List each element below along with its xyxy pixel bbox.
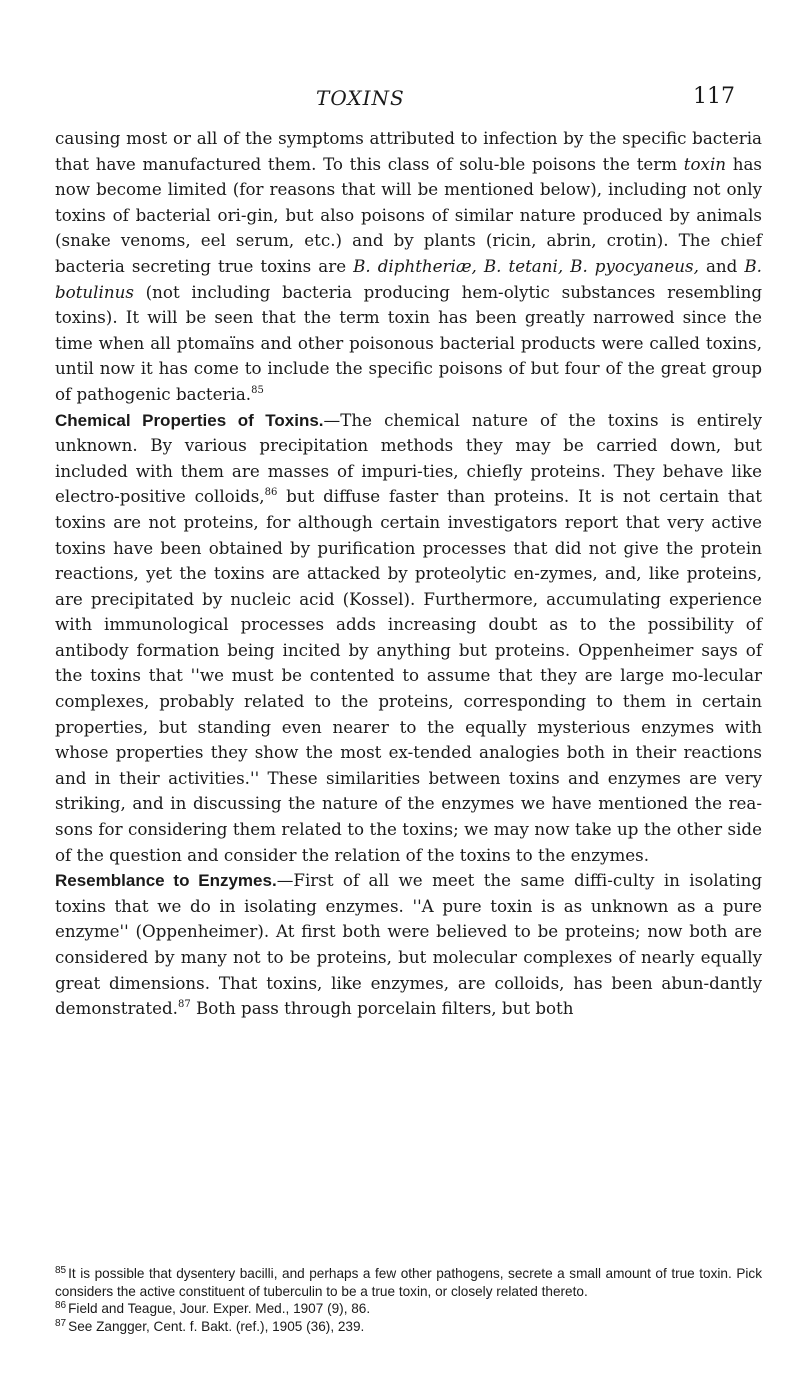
text-run: (not including bacteria producing hem-olytic substances resembling toxins). It will be seen that the term toxin has been greatly narrowed since the time when all ptomaïns and other poisonous bacterial products were called toxins, until now it has come to include the specific poisons of but four of the great group of pathogenic bacteria. — [55, 281, 762, 404]
paragraph-resemblance — [55, 868, 762, 1022]
running-title: TOXINS — [316, 86, 405, 110]
text-run: has now become limited (for reasons that will be mentioned below), including not only toxins of bacterial ori-gin, but also poisons of similar nature produced by animals (snake venoms, eel serum, etc.) and by plants (ricin, abrin, crotin). The chief bacteria secreting true toxins are — [55, 153, 762, 276]
footnote-mark: 86 — [55, 1300, 67, 1312]
footnote-85 — [55, 1265, 762, 1300]
italic-species: B. botulinus — [55, 255, 762, 302]
footnote-ref-87[interactable]: 87 — [177, 999, 191, 1011]
italic-term: toxin — [683, 153, 727, 174]
footnote-ref-85[interactable]: 85 — [251, 384, 264, 396]
text-run: and — [698, 255, 745, 276]
footnote-mark: 85 — [55, 1265, 67, 1276]
paragraph-chemical-properties — [55, 408, 762, 869]
text-run: but diffuse faster than proteins. It is not certain that toxins are not proteins, for although certain investigators report that very active toxins have been obtained by purification processes that did not give the protein reactions, yet the toxins are attacked by proteolytic en-zymes, and, like proteins, are precipitated by nucleic acid (Kossel). Furthermore, accumulating experience with immunological processes adds increasing doubt as to the possibility of antibody formation being incited by anything but proteins. Oppenheimer says of the toxins that ''we must be contented to assume that they are large mo-lecular complexes, probably related to the proteins, corresponding to them in certain properties, but standing even nearer to the equally mysterious enzymes with whose properties they show the most ex-tended analogies both in their reactions and in their activities.'' These similarities between toxins and enzymes are very striking, and in discussing the nature of the enzymes we have mentioned the rea-sons for considering them related to the toxins; we may now take up the other side of the question and consider the relation of the toxins to the enzymes. — [55, 486, 762, 865]
footnote-mark: 87 — [55, 1317, 67, 1329]
text-run: —First of all we meet the same diffi-culty in isolating toxins that we do in isolating enzymes. ''A pure toxin is as unknown as a pure enzyme'' (Oppenheimer). At first both were believed to be proteins; now both are considered by many not to be proteins, but molecular complexes of nearly equally great dimensions. That toxins, like enzymes, are colloids, has been abun-dantly demonstrated. — [55, 870, 763, 1019]
section-heading-resemblance: Resemblance to Enzymes. — [55, 871, 277, 891]
running-head — [0, 86, 800, 116]
section-heading-chemical-properties: Chemical Properties of Toxins. — [55, 410, 324, 430]
footnote-87 — [55, 1318, 762, 1336]
italic-species: B. diphtheriæ, B. tetani, B. pyocyaneus, — [353, 255, 699, 276]
page-number: 117 — [693, 84, 735, 109]
footnote-text: Field and Teague, Jour. Exper. Med., 1907 (9), 86. — [68, 1301, 371, 1317]
body-text — [55, 126, 762, 1022]
footnote-text: It is possible that dysentery bacilli, and perhaps a few other pathogens, secrete a small amount of true toxin. Pick considers the active constituent of tuberculin to be a true toxin, or closely related thereto. — [55, 1266, 762, 1299]
footnote-86 — [55, 1300, 762, 1318]
footnote-text: See Zangger, Cent. f. Bakt. (ref.), 1905 (36), 239. — [68, 1318, 365, 1334]
text-run: —The chemical nature of the toxins is entirely unknown. By various precipitation methods they may be carried down, but included with them are masses of impuri-ties, chiefly proteins. They behave like electro-positive colloids, — [55, 409, 762, 507]
paragraph-intro — [55, 126, 762, 408]
footnotes — [55, 1265, 762, 1335]
footnote-ref-86[interactable]: 86 — [264, 487, 278, 499]
text-run: causing most or all of the symptoms attributed to infection by the specific bacteria that have manufactured them. To this class of solu-ble poisons the term — [55, 128, 762, 174]
text-run: Both pass through porcelain filters, but both — [190, 998, 574, 1019]
